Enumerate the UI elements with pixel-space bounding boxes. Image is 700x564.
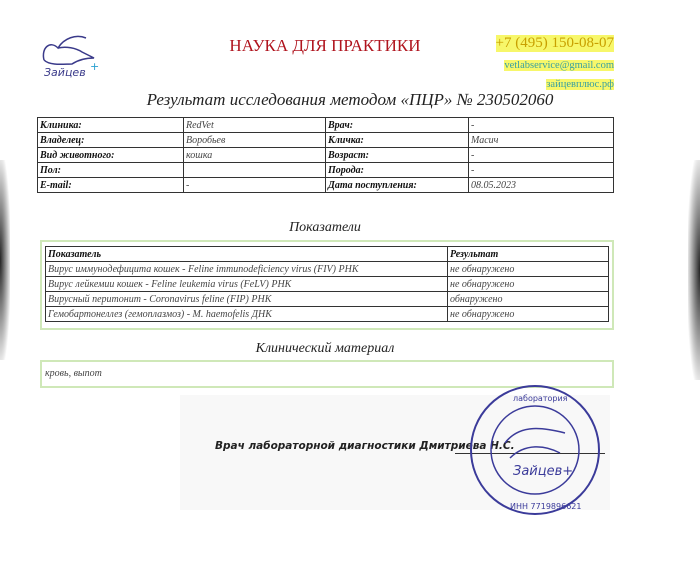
info-value: RedVet bbox=[184, 118, 326, 133]
info-row bbox=[38, 118, 614, 133]
info-value: - bbox=[469, 148, 614, 163]
svg-text:ИНН 7719896621: ИНН 7719896621 bbox=[510, 502, 582, 511]
info-label: Вид животного: bbox=[38, 148, 184, 163]
table-row bbox=[46, 262, 609, 277]
svg-text:лаборатория: лаборатория bbox=[513, 394, 568, 403]
stamp-icon bbox=[465, 383, 605, 518]
svg-text:Зайцев+: Зайцев+ bbox=[513, 464, 574, 479]
info-row bbox=[38, 163, 614, 178]
signature-text: Врач лабораторной диагностики Дмитриева Н.С. bbox=[215, 440, 515, 452]
page-shadow-left bbox=[0, 160, 10, 360]
site-link[interactable]: зайцевплюс.рф bbox=[546, 79, 614, 90]
info-label: Пол: bbox=[38, 163, 184, 178]
indicator-name: Вирусный перитонит - Coronavirus feline (FIP) РНК bbox=[46, 292, 448, 307]
patient-info-table bbox=[37, 117, 614, 193]
table-header-row bbox=[46, 247, 609, 262]
col-result: Результат bbox=[448, 247, 609, 262]
info-label: Возраст: bbox=[326, 148, 469, 163]
info-label: Владелец: bbox=[38, 133, 184, 148]
info-label: Порода: bbox=[326, 163, 469, 178]
indicator-name: Вирус лейкемии кошек - Feline leukemia virus (FeLV) РНК bbox=[46, 277, 448, 292]
indicators-heading: Показатели bbox=[289, 220, 361, 235]
col-indicator: Показатель bbox=[46, 247, 448, 262]
table-row bbox=[46, 307, 609, 322]
indicator-name: Вирус иммунодефицита кошек - Feline immunodeficiency virus (FIV) РНК bbox=[46, 262, 448, 277]
info-row bbox=[38, 133, 614, 148]
info-value: кошка bbox=[184, 148, 326, 163]
info-value: - bbox=[184, 178, 326, 193]
info-value: Масич bbox=[469, 133, 614, 148]
phone-link[interactable]: +7 (495) 150-08-07 bbox=[495, 35, 614, 51]
info-row bbox=[38, 178, 614, 193]
material-heading: Клинический материал bbox=[255, 341, 395, 356]
svg-text:+: + bbox=[90, 60, 100, 73]
info-label: Клиника: bbox=[38, 118, 184, 133]
indicators-table bbox=[45, 246, 609, 322]
info-value: 08.05.2023 bbox=[469, 178, 614, 193]
info-value bbox=[184, 163, 326, 178]
info-value: Воробьев bbox=[184, 133, 326, 148]
info-label: Кличка: bbox=[326, 133, 469, 148]
indicator-name: Гемобартонеллез (гемоплазмоз) - M. haemofelis ДНК bbox=[46, 307, 448, 322]
lab-slogan: НАУКА ДЛЯ ПРАКТИКИ bbox=[229, 36, 421, 55]
info-row bbox=[38, 148, 614, 163]
contacts bbox=[496, 34, 614, 93]
info-label: Дата поступления: bbox=[326, 178, 469, 193]
report-title: Результат исследования методом «ПЦР» № 230502060 bbox=[146, 90, 554, 109]
svg-text:Зайцев: Зайцев bbox=[44, 66, 86, 79]
table-row bbox=[46, 292, 609, 307]
indicators-box bbox=[40, 240, 614, 330]
indicator-result: не обнаружено bbox=[448, 262, 609, 277]
info-value: - bbox=[469, 163, 614, 178]
indicator-result: не обнаружено bbox=[448, 307, 609, 322]
table-row bbox=[46, 277, 609, 292]
email-link[interactable]: vetlabservice@gmail.com bbox=[504, 60, 614, 71]
info-value: - bbox=[469, 118, 614, 133]
indicator-result: не обнаружено bbox=[448, 277, 609, 292]
material-value: кровь, выпот bbox=[45, 368, 102, 379]
indicator-result: обнаружено bbox=[448, 292, 609, 307]
info-label: Врач: bbox=[326, 118, 469, 133]
info-label: E-mail: bbox=[38, 178, 184, 193]
logo-icon bbox=[36, 30, 106, 80]
page-shadow-right bbox=[688, 160, 700, 380]
